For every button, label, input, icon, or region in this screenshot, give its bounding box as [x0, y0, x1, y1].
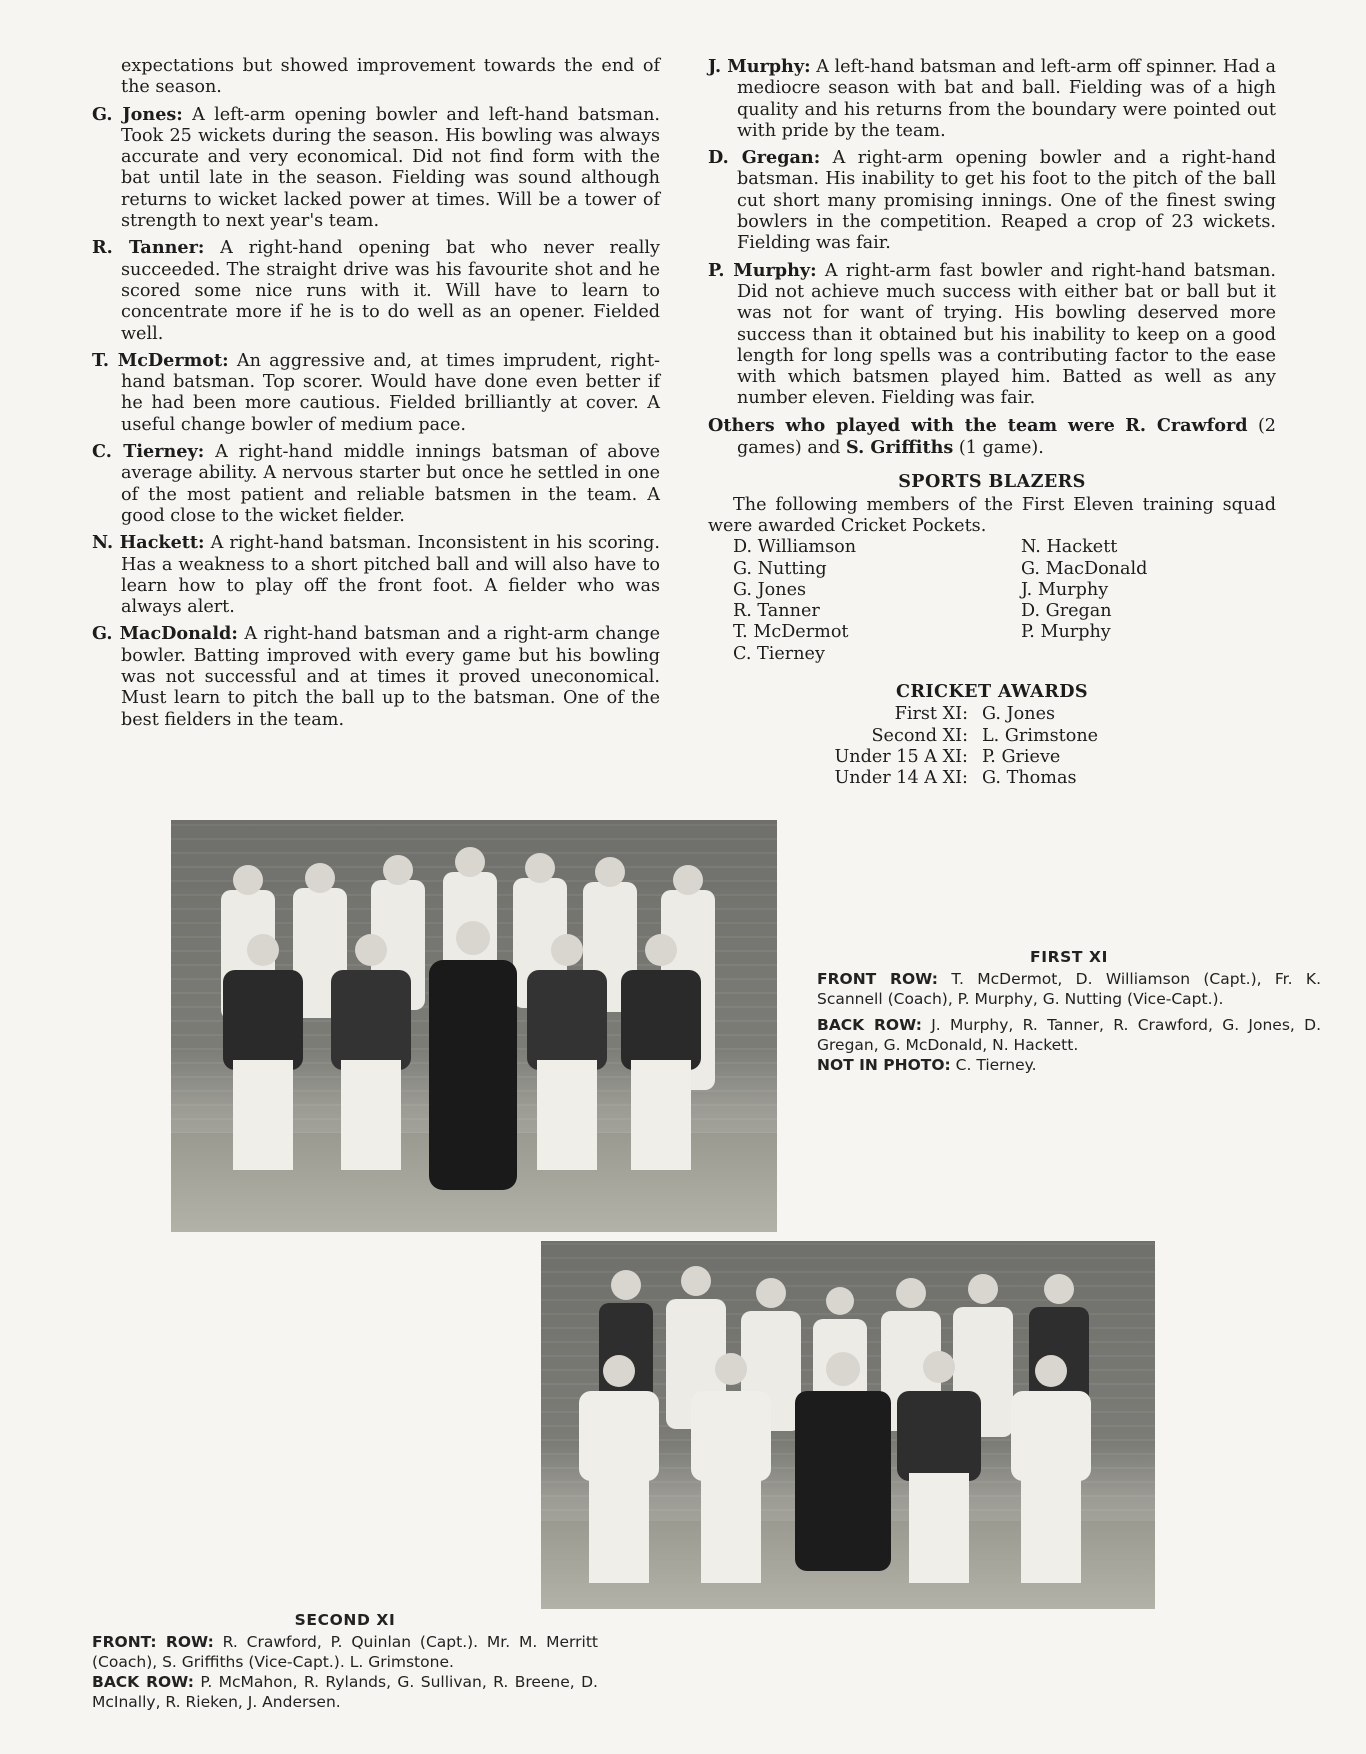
caption-front-row	[92, 1632, 598, 1672]
caption-front-row	[817, 969, 1321, 1009]
caption-label: FRONT ROW:	[817, 970, 938, 988]
first-xi-team-photo	[171, 820, 777, 1232]
second-xi-caption	[92, 1610, 598, 1718]
caption-text: P. McMahon, R. Rylands, G. Sullivan, R. Breene, D. McInally, R. Rieken, J. Andersen.	[92, 1673, 598, 1711]
report-text: expectations but showed improvement towards the end of the season.	[121, 56, 660, 98]
player-report	[708, 147, 1276, 254]
others-text: (2 games) and	[737, 415, 1276, 459]
caption-back-row	[92, 1672, 598, 1712]
player-name: G. MacDonald:	[92, 623, 238, 645]
award-label: First XI:	[894, 704, 968, 725]
caption-label: BACK ROW:	[92, 1673, 194, 1691]
caption-label: FRONT: ROW:	[92, 1633, 214, 1651]
award-label: Second XI:	[871, 725, 968, 746]
list-item: T. McDermot	[733, 622, 849, 643]
award-label: Under 14 A XI:	[834, 768, 968, 789]
cricket-awards-heading: CRICKET AWARDS	[895, 681, 1089, 703]
blazer-list-col1	[733, 537, 1021, 665]
others-text: (1 game).	[958, 438, 1044, 459]
others-name: R. Crawford	[1125, 414, 1248, 436]
list-item: P. Murphy	[1021, 622, 1111, 643]
first-xi-caption	[817, 947, 1321, 1081]
player-report	[92, 623, 660, 730]
others-lead: Others who played with the team were	[708, 414, 1115, 436]
others-name: S. Griffiths	[846, 437, 954, 459]
caption-back-row	[817, 1015, 1321, 1055]
list-item: G. Jones	[733, 579, 807, 600]
list-item: C. Tierney	[733, 643, 825, 664]
second-xi-figures	[541, 1241, 1155, 1609]
award-name: L. Grimstone	[982, 725, 1099, 746]
report-text: A right-arm fast bowler and right-hand batsman. Did not achieve much success with either bat or ball but it was not for want of trying. His bowling deserved more success than it obtained but his inability to keep on a good length for long spells was a contributing factor to the ease with which batsmen played him. Batted as well as any number eleven. Fielding was fair.	[737, 260, 1276, 409]
list-item: D. Gregan	[1021, 601, 1112, 622]
player-report	[92, 104, 660, 233]
player-name: R. Tanner:	[92, 237, 205, 259]
caption-text: T. McDermot, D. Williamson (Capt.), Fr. K. Scannell (Coach), P. Murphy, G. Nutting (Vice-Capt.).	[817, 970, 1321, 1008]
sports-blazers-intro: The following members of the First Eleven training squad were awarded Cricket Pockets.	[708, 494, 1276, 536]
cricket-awards-list	[708, 704, 1276, 789]
report-text: A right-hand middle innings batsman of above average ability. A nervous starter but once he settled in one of the most patient and reliable batsmen in the team. A good close to the wicket fielder.	[121, 442, 660, 526]
blazer-list	[733, 537, 1276, 665]
player-report	[92, 532, 660, 618]
caption-label: NOT IN PHOTO:	[817, 1056, 951, 1074]
list-item: D. Williamson	[733, 537, 857, 558]
player-report	[92, 350, 660, 436]
right-text-column	[708, 56, 1276, 790]
player-report	[92, 237, 660, 344]
caption-text: J. Murphy, R. Tanner, R. Crawford, G. Jones, D. Gregan, G. McDonald, N. Hackett.	[817, 1016, 1322, 1054]
others-played	[708, 415, 1276, 460]
list-item: N. Hackett	[1021, 537, 1118, 558]
blazer-list-col2	[1021, 537, 1281, 665]
player-name: N. Hackett:	[92, 532, 205, 554]
player-report	[92, 441, 660, 527]
report-text: An aggressive and, at times imprudent, right-hand batsman. Top scorer. Would have done even better if he had been more cautious. Fielded brilliantly at cover. A useful change bowler of medium pace.	[121, 350, 660, 435]
list-item: J. Murphy	[1021, 579, 1109, 600]
report-text: A right-arm opening bowler and a right-hand batsman. His inability to get his foot to the pitch of the ball cut short many promising innings. One of the finest swing bowlers in the competition. Reaped a crop of 23 wickets. Fielding was fair.	[737, 148, 1276, 254]
player-name: D. Gregan:	[708, 147, 821, 169]
caption-label: BACK ROW:	[817, 1016, 922, 1034]
player-name: G. Jones:	[92, 103, 183, 125]
award-name: P. Grieve	[982, 746, 1061, 767]
caption-title: SECOND XI	[294, 1611, 396, 1629]
player-name: P. Murphy:	[708, 259, 817, 281]
player-report	[708, 56, 1276, 142]
caption-title: FIRST XI	[1030, 948, 1108, 966]
player-name: C. Tierney:	[92, 441, 205, 463]
list-item: G. Nutting	[733, 558, 827, 579]
caption-not-in-photo	[817, 1055, 1321, 1075]
list-item: G. MacDonald	[1021, 558, 1148, 579]
report-text: A left-arm opening bowler and left-hand batsman. Took 25 wickets during the season. His bowling was always accurate and very economical. Did not find form with the bat until late in the season. Fielding was sound although returns to wicket lacked power at times. Will be a tower of strength to next year's team.	[121, 104, 661, 232]
caption-text: C. Tierney.	[955, 1056, 1037, 1074]
report-text: A right-hand opening bat who never really succeeded. The straight drive was his favourite shot and he scored some nice runs with it. Will have to learn to concentrate more if he is to do well as an opener. Fielded well.	[121, 238, 660, 344]
report-text: A left-hand batsman and left-arm off spinner. Had a mediocre season with bat and ball. Fielding was of a high quality and his returns from the boundary were pointed out with pride by the team.	[737, 57, 1277, 141]
report-text: A right-hand batsman. Inconsistent in his scoring. Has a weakness to a short pitched ball and will also have to learn how to play off the front foot. A fielder who was always alert.	[121, 533, 660, 618]
player-report	[708, 260, 1276, 410]
first-xi-figures	[171, 820, 777, 1232]
player-name: T. McDermot:	[92, 349, 229, 371]
left-text-column	[92, 56, 660, 736]
award-name: G. Jones	[982, 704, 1056, 725]
award-label: Under 15 A XI:	[834, 746, 968, 767]
player-report	[92, 56, 660, 99]
report-text: A right-hand batsman and a right-arm change bowler. Batting improved with every game but his bowling was not successful and at times it proved uneconomical. Must learn to pitch the ball up to the batsman. One of the best fielders in the team.	[121, 624, 661, 730]
award-name: G. Thomas	[982, 768, 1077, 789]
sports-blazers-heading: SPORTS BLAZERS	[898, 471, 1086, 493]
caption-text: R. Crawford, P. Quinlan (Capt.). Mr. M. Merritt (Coach), S. Griffiths (Vice-Capt.). L. Grimstone.	[92, 1633, 598, 1671]
player-name: J. Murphy:	[708, 56, 811, 77]
second-xi-team-photo	[541, 1241, 1155, 1609]
list-item: R. Tanner	[733, 601, 820, 622]
